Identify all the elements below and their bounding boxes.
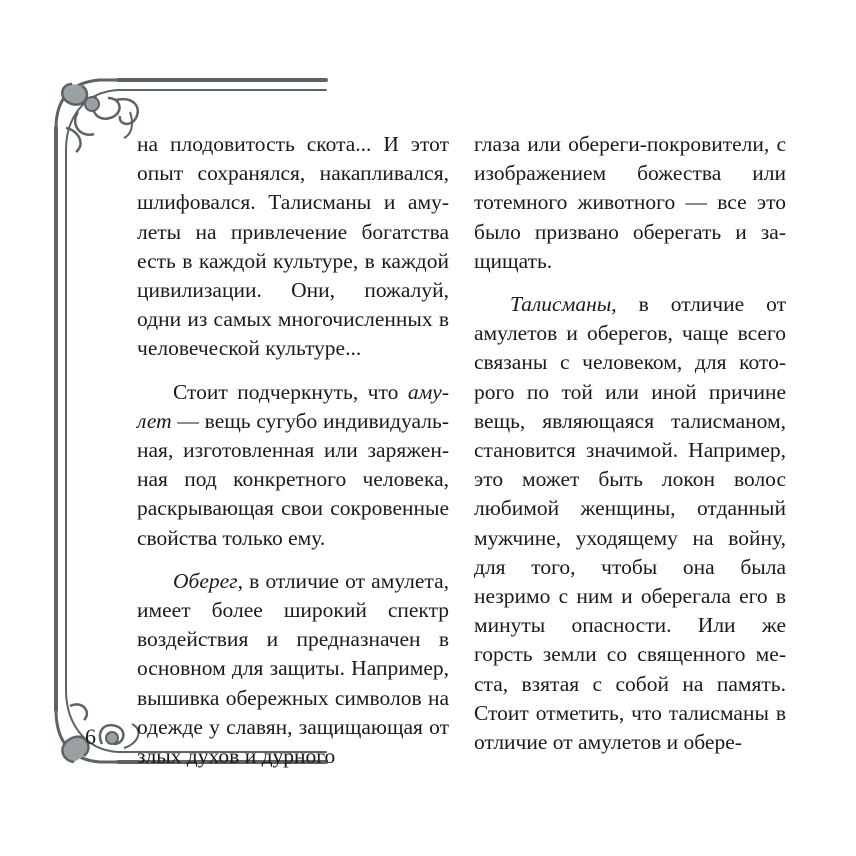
paragraph xyxy=(474,130,786,276)
term-talisman: Талисманы xyxy=(510,292,612,317)
text-column-left xyxy=(137,130,449,771)
text-column-right xyxy=(474,130,786,757)
paragraph-text: глаза или обереги-покровители, с изображением божества или тотемного животного — все это было призвано оберегать и защищать. xyxy=(474,132,786,273)
paragraph-text: , в отличие от амулетов и оберегов, чаще всего связаны с человеком, для которого по той или иной причине вещь, являющаяся талисманом, становится значимой. Например, это может быть локон волос любимой женщины, отданный мужчине, уходящему на войну, для того, чтобы она была незримо с ним и оберегала его в минуты опасности. Или же горсть земли со священного места, взятая с собой на память. Стоит отметить, что талисманы в отличие от амулетов и обере- xyxy=(474,292,786,755)
page-number: 6 xyxy=(85,724,96,749)
term-amulet: амулет xyxy=(137,379,449,433)
paragraph-text: Стоит подчеркнуть, что xyxy=(173,379,408,404)
paragraph xyxy=(137,130,449,364)
paragraph-text: , в отличие от амулета, имеет более широкий спектр воздействия и предназначен в основном для защиты. Например, вышивка обережных символов на одежде у славян, защищающая от злых духов и дурного xyxy=(137,568,449,769)
paragraph-text: на плодовитость скота... И этот опыт сохранялся, накапливался, шлифовался. Талисманы и амулеты на привлечение богатства есть в каждой культуре, в каждой цивилизации. Они, пожалуй, одни из самых многочисленных в человеческой культуре... xyxy=(137,132,449,361)
corner-ornament-bottom xyxy=(56,690,138,762)
term-obereg: Оберег xyxy=(173,568,238,593)
paragraph-text: — вещь сугубо индивидуальная, изготовленная или заряженная под конкретного человека, раскрывающая свои сокровенные свойства только ему. xyxy=(137,408,449,550)
paragraph-talisman xyxy=(474,290,786,757)
paragraph-amulet xyxy=(137,378,449,553)
paragraph-obereg xyxy=(137,567,449,771)
corner-ornament-top xyxy=(56,60,138,152)
